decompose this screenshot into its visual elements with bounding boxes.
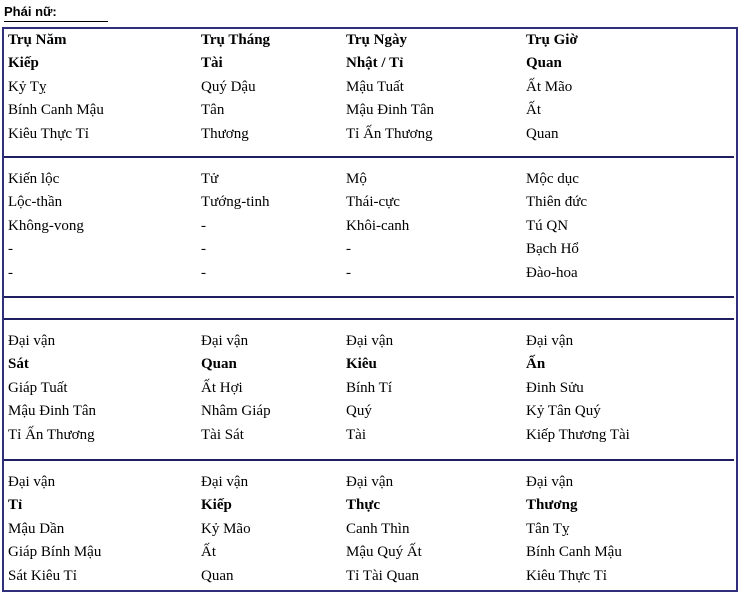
table-row: [8, 238, 738, 261]
table-cell: Đại vận: [526, 474, 574, 490]
table-cell: Ất: [201, 544, 216, 561]
table-row: [8, 52, 738, 75]
table-cell: Tân: [201, 102, 225, 119]
table-cell: Mậu Tuất: [346, 78, 404, 95]
table-cell: Không-vong: [8, 217, 84, 234]
luck-cycle-section-1: [8, 330, 738, 447]
table-cell: -: [8, 241, 13, 258]
table-cell: Quan: [526, 125, 559, 142]
table-row: [8, 191, 738, 214]
table-cell: Kiêu Thực Tỉ: [526, 567, 607, 584]
table-cell: -: [201, 217, 206, 234]
table-cell: Kiêu: [346, 356, 377, 373]
table-cell: Trụ Ngày: [346, 32, 407, 48]
pillars-section: [8, 29, 738, 146]
table-cell: Khôi-canh: [346, 217, 410, 234]
table-cell: Nhật / Tỉ: [346, 55, 404, 72]
table-cell: Nhâm Giáp: [201, 403, 271, 420]
table-cell: Đại vận: [346, 474, 394, 490]
luck-cycle-section-2: [8, 471, 738, 588]
table-row: [8, 400, 738, 423]
table-cell: Ấn: [526, 356, 546, 373]
table-cell: Tướng-tinh: [201, 194, 270, 211]
table-cell: Bính Tí: [346, 379, 392, 396]
table-cell: Tú QN: [526, 217, 569, 234]
table-row: [8, 541, 738, 564]
table-cell: Tỉ Ấn Thương: [8, 426, 95, 443]
table-cell: -: [8, 264, 13, 281]
table-cell: Kiêu Thực Tỉ: [8, 125, 89, 142]
table-cell: Bính Canh Mậu: [8, 102, 104, 119]
table-cell: Mậu Quý Ất: [346, 544, 422, 561]
table-cell: Tử: [201, 171, 219, 187]
title-underline: [4, 21, 108, 22]
table-row: [8, 494, 738, 517]
table-cell: Trụ Năm: [8, 32, 67, 48]
table-cell: Quý: [346, 403, 372, 420]
table-row: [8, 123, 738, 146]
table-row: [8, 330, 738, 353]
table-cell: Mộc dục: [526, 171, 579, 187]
table-cell: Đại vận: [8, 333, 56, 349]
table-cell: Thái-cực: [346, 194, 400, 211]
table-cell: Giáp Tuất: [8, 379, 68, 396]
table-cell: Tài: [346, 426, 366, 443]
section-divider: [4, 459, 734, 461]
table-cell: Tân Tỵ: [526, 520, 570, 537]
table-cell: Giáp Bính Mậu: [8, 544, 102, 561]
table-row: [8, 76, 738, 99]
table-row: [8, 565, 738, 588]
table-cell: Kỷ Tân Quý: [526, 403, 601, 420]
table-cell: Tỉ Ấn Thương: [346, 125, 433, 142]
table-row: [8, 377, 738, 400]
table-cell: Tỉ Tài Quan: [346, 567, 420, 584]
table-cell: Mậu Đinh Tân: [346, 102, 435, 119]
table-cell: Quý Dậu: [201, 78, 256, 95]
table-cell: Sát: [8, 356, 29, 373]
table-cell: Thương: [526, 497, 578, 514]
table-cell: Ất Mão: [526, 78, 573, 95]
table-cell: Thực: [346, 497, 381, 514]
table-cell: Bạch Hổ: [526, 241, 579, 258]
section-divider: [4, 296, 734, 298]
table-row: [8, 424, 738, 447]
table-cell: Ất Hợi: [201, 379, 243, 396]
table-cell: Mậu Đinh Tân: [8, 403, 97, 420]
table-cell: Đại vận: [201, 474, 249, 490]
table-cell: Đại vận: [526, 333, 574, 349]
table-cell: Kiếp: [201, 497, 232, 514]
table-cell: Đại vận: [346, 333, 394, 349]
table-cell: Kỷ Tỵ: [8, 78, 47, 95]
table-row: [8, 353, 738, 376]
table-cell: Tài Sát: [201, 426, 244, 443]
table-cell: Canh Thìn: [346, 520, 410, 537]
table-cell: Đại vận: [8, 474, 56, 490]
table-row: [8, 215, 738, 238]
table-cell: Mậu Dần: [8, 520, 65, 537]
table-cell: Đinh Sửu: [526, 379, 584, 396]
table-cell: Kiếp Thương Tài: [526, 426, 630, 443]
table-cell: Ất: [526, 102, 541, 119]
section-divider: [4, 156, 734, 158]
table-row: [8, 29, 738, 52]
table-cell: Quan: [201, 567, 234, 584]
table-row: [8, 168, 738, 191]
table-row: [8, 518, 738, 541]
table-cell: Quan: [526, 55, 562, 72]
table-cell: Thương: [201, 125, 249, 142]
table-cell: Kiếp: [8, 55, 39, 72]
table-cell: Thiên đức: [526, 194, 588, 211]
page-title: Phái nữ:: [4, 4, 57, 19]
table-cell: Đại vận: [201, 333, 249, 349]
table-row: [8, 99, 738, 122]
table-row: [8, 262, 738, 285]
table-cell: Sát Kiêu Tỉ: [8, 567, 77, 584]
table-cell: Mộ: [346, 171, 367, 187]
table-cell: Tỉ: [8, 497, 23, 514]
section-divider: [4, 318, 734, 320]
table-cell: -: [201, 264, 206, 281]
table-cell: Trụ Giờ: [526, 32, 578, 48]
table-cell: Tài: [201, 55, 223, 72]
table-row: [8, 471, 738, 494]
table-cell: Trụ Tháng: [201, 32, 271, 48]
table-cell: Đào-hoa: [526, 264, 578, 281]
table-cell: -: [346, 241, 351, 258]
table-cell: Kỷ Mão: [201, 520, 251, 537]
table-cell: Bính Canh Mậu: [526, 544, 622, 561]
table-cell: Lộc-thần: [8, 194, 63, 211]
stars-section: [8, 168, 738, 285]
table-cell: Quan: [201, 356, 237, 373]
table-cell: -: [346, 264, 351, 281]
table-cell: -: [201, 241, 206, 258]
table-cell: Kiến lộc: [8, 171, 60, 187]
